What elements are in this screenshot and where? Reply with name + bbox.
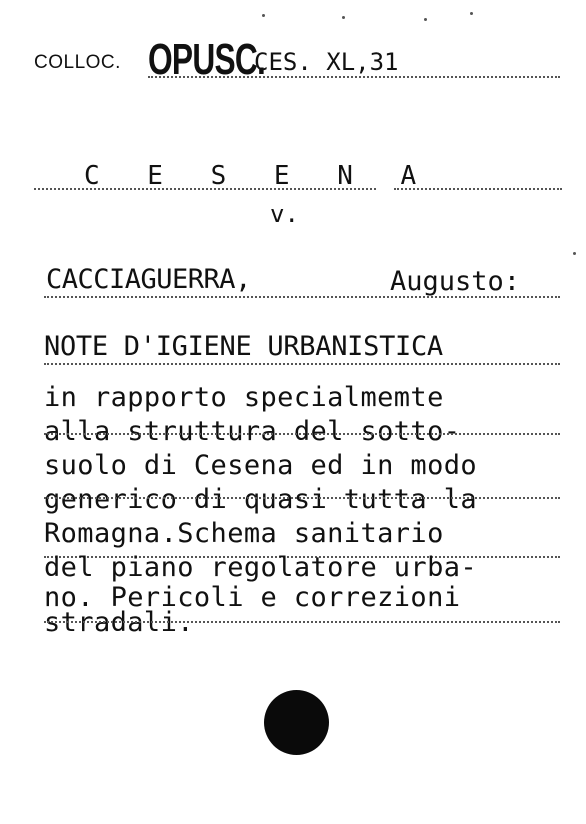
- body-rule: [44, 433, 560, 435]
- place-rule: [34, 188, 376, 190]
- shelfmark-number: CES. XL,31: [254, 48, 399, 76]
- punch-hole: [264, 690, 329, 755]
- collocation-label: COLLOC.: [34, 52, 121, 73]
- paper-speck: [342, 16, 345, 19]
- shelfmark-stamp: OPUSC.: [148, 35, 266, 84]
- body-line: in rapporto specialmemte: [44, 382, 444, 413]
- body-line: alla struttura del sotto-: [44, 416, 461, 447]
- body-line: Romagna.Schema sanitario: [44, 518, 444, 549]
- body-line: del piano regolatore urba-: [44, 552, 478, 583]
- paper-speck: [470, 12, 473, 15]
- author-rule: [44, 296, 560, 298]
- paper-speck: [573, 252, 576, 255]
- body-line: stradali.: [44, 607, 194, 638]
- paper-speck: [262, 14, 265, 17]
- title-rule: [44, 363, 560, 365]
- versus-mark: v.: [270, 200, 299, 228]
- place-rule-right: [394, 188, 562, 190]
- body-line: suolo di Cesena ed in modo: [44, 450, 478, 481]
- author-surname: CACCIAGUERRA,: [46, 264, 251, 295]
- body-rule: [44, 621, 560, 623]
- body-rule: [44, 497, 560, 499]
- body-line: generico di quasi tutta la: [44, 484, 478, 515]
- title-heading: NOTE D'IGIENE URBANISTICA: [44, 331, 443, 362]
- body-line: no. Pericoli e correzioni: [44, 582, 461, 613]
- place-heading: C E S E N A: [84, 161, 433, 191]
- shelfmark-rule: [148, 76, 560, 78]
- paper-speck: [424, 18, 427, 21]
- author-forename: Augusto:: [390, 266, 521, 297]
